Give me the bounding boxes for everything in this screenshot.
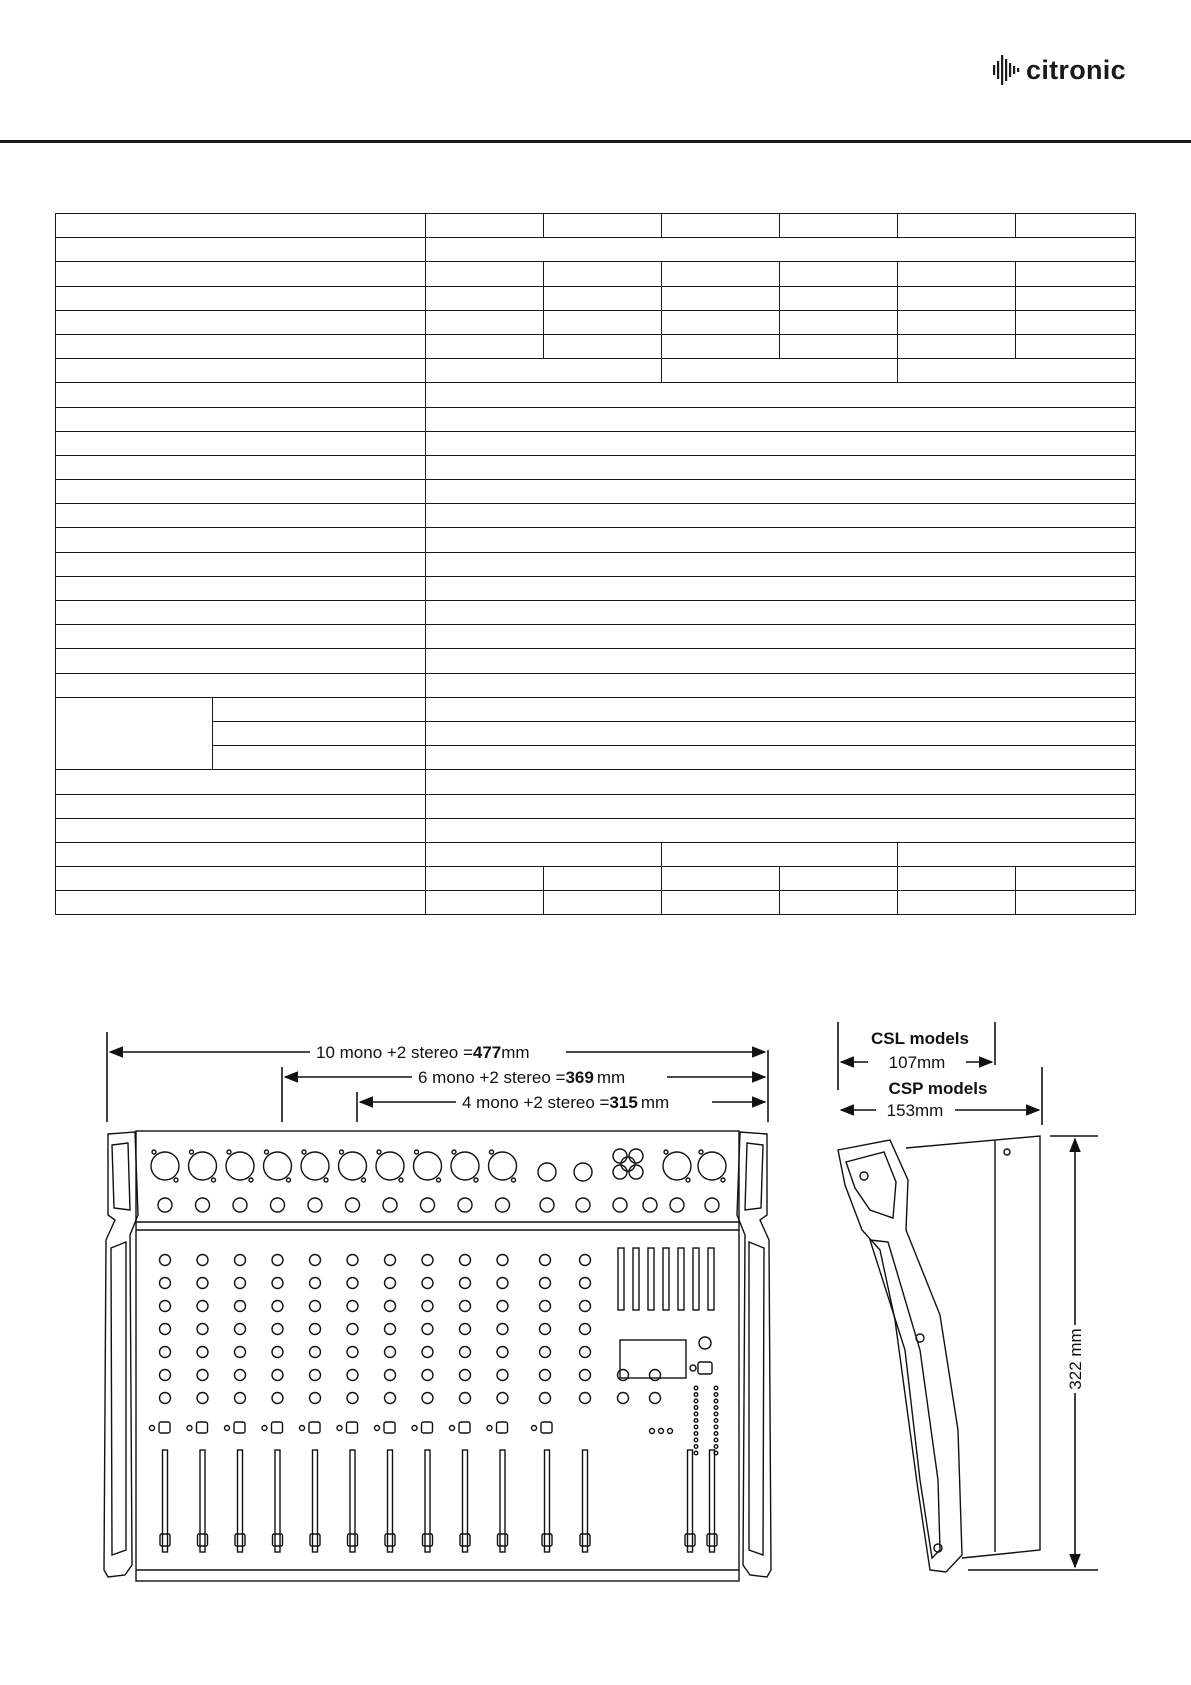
xlr-latch [490, 1150, 494, 1154]
csl-models-label: CSL models [871, 1029, 969, 1048]
control-knob [497, 1255, 508, 1266]
xlr-latch [474, 1178, 478, 1182]
master-fader-slot [693, 1248, 699, 1310]
control-knob [310, 1393, 321, 1404]
control-knob [272, 1301, 283, 1312]
table-row [56, 286, 1136, 310]
channel-fader-slot [388, 1450, 393, 1552]
fader-cap [310, 1534, 320, 1546]
xlr-latch [377, 1150, 381, 1154]
mute-button [234, 1422, 245, 1433]
fader-cap [460, 1534, 470, 1546]
width-label-10mono: 10 mono +2 stereo =477mm [316, 1043, 530, 1062]
control-knob [580, 1393, 591, 1404]
table-row [56, 601, 1136, 625]
line-input [196, 1198, 210, 1212]
spec-table [55, 213, 1136, 915]
width-label-4mono: 4 mono +2 stereo =315 mm [462, 1093, 670, 1112]
control-knob [460, 1347, 471, 1358]
table-row [56, 552, 1136, 576]
table-row [56, 721, 1136, 745]
level-meter-led [694, 1412, 698, 1416]
control-knob [460, 1393, 471, 1404]
control-knob [385, 1324, 396, 1335]
table-row [56, 431, 1136, 455]
control-knob [197, 1278, 208, 1289]
control-knob [385, 1370, 396, 1381]
control-knob [540, 1324, 551, 1335]
control-knob [540, 1278, 551, 1289]
table-row [56, 673, 1136, 697]
line-input [233, 1198, 247, 1212]
xlr-latch [699, 1150, 703, 1154]
table-row [56, 818, 1136, 842]
channel-fader-slot [163, 1450, 168, 1552]
aux-jack [613, 1165, 627, 1179]
peak-led [412, 1426, 417, 1431]
control-knob [422, 1393, 433, 1404]
control-knob [310, 1370, 321, 1381]
control-knob [160, 1370, 171, 1381]
dimension-drawings [0, 1010, 1191, 1685]
control-knob [580, 1278, 591, 1289]
control-knob [160, 1255, 171, 1266]
control-knob [310, 1255, 321, 1266]
channel-fader-slot [463, 1450, 468, 1552]
table-row [56, 407, 1136, 431]
channel-fader-slot [583, 1450, 588, 1552]
peak-led [375, 1426, 380, 1431]
control-knob [540, 1255, 551, 1266]
fader-cap [580, 1534, 590, 1546]
table-row [56, 770, 1136, 794]
level-meter-led [694, 1393, 698, 1397]
xlr-latch [362, 1178, 366, 1182]
control-knob [497, 1324, 508, 1335]
fader-cap [235, 1534, 245, 1546]
control-knob [272, 1370, 283, 1381]
brand-name: citronic [1026, 54, 1126, 85]
level-meter-led [714, 1386, 718, 1390]
control-knob [235, 1255, 246, 1266]
control-knob [347, 1324, 358, 1335]
table-row [56, 480, 1136, 504]
control-knob [197, 1324, 208, 1335]
xlr-input [698, 1152, 726, 1180]
mute-button [384, 1422, 395, 1433]
level-meter-led [694, 1386, 698, 1390]
level-meter-led [714, 1432, 718, 1436]
level-meter-led [714, 1425, 718, 1429]
control-knob [347, 1347, 358, 1358]
fader-cap [498, 1534, 508, 1546]
level-meter-led [694, 1432, 698, 1436]
control-knob [497, 1301, 508, 1312]
table-row [56, 867, 1136, 891]
xlr-input [663, 1152, 691, 1180]
peak-led [337, 1426, 342, 1431]
master-fader-slot [708, 1248, 714, 1310]
control-knob [160, 1347, 171, 1358]
control-knob [272, 1347, 283, 1358]
xlr-input [339, 1152, 367, 1180]
xlr-latch [249, 1178, 253, 1182]
mute-button [159, 1422, 170, 1433]
mixer-top-view [104, 1131, 771, 1581]
line-input [576, 1198, 590, 1212]
control-knob [497, 1278, 508, 1289]
fader-cap [707, 1534, 717, 1546]
control-knob [385, 1347, 396, 1358]
status-led [668, 1429, 673, 1434]
fader-cap [198, 1534, 208, 1546]
peak-led [225, 1426, 230, 1431]
xlr-input [301, 1152, 329, 1180]
xlr-latch [324, 1178, 328, 1182]
control-knob [347, 1255, 358, 1266]
table-row [56, 697, 1136, 721]
aux-jack [629, 1149, 643, 1163]
aux-jack [613, 1149, 627, 1163]
channel-fader-slot [350, 1450, 355, 1552]
xlr-latch [512, 1178, 516, 1182]
level-meter-led [714, 1412, 718, 1416]
control-knob [580, 1370, 591, 1381]
control-knob [235, 1393, 246, 1404]
control-knob [310, 1324, 321, 1335]
level-meter-led [694, 1451, 698, 1455]
master-fader-slot [663, 1248, 669, 1310]
fader-cap [160, 1534, 170, 1546]
aux-jack [629, 1165, 643, 1179]
xlr-latch [437, 1178, 441, 1182]
aux-jack [621, 1157, 635, 1171]
table-row [56, 649, 1136, 673]
control-knob [197, 1301, 208, 1312]
table-row [56, 359, 1136, 383]
csl-depth-label: 107mm [888, 1053, 946, 1072]
control-knob [580, 1301, 591, 1312]
table-row [56, 334, 1136, 358]
control-knob [422, 1301, 433, 1312]
control-knob [618, 1393, 629, 1404]
mode-button [698, 1362, 712, 1374]
master-fader-slot [678, 1248, 684, 1310]
control-knob [197, 1347, 208, 1358]
control-knob [347, 1370, 358, 1381]
mute-button [197, 1422, 208, 1433]
table-row [56, 794, 1136, 818]
channel-fader-slot [425, 1450, 430, 1552]
peak-led [262, 1426, 267, 1431]
mute-button [272, 1422, 283, 1433]
fader-cap [685, 1534, 695, 1546]
channel-fader-slot [200, 1450, 205, 1552]
line-input [308, 1198, 322, 1212]
peak-led [187, 1426, 192, 1431]
table-row [56, 455, 1136, 479]
peak-led [300, 1426, 305, 1431]
csp-models-label: CSP models [888, 1079, 988, 1098]
width-label-6mono: 6 mono +2 stereo =369 mm [418, 1068, 626, 1087]
control-knob [347, 1301, 358, 1312]
xlr-input [189, 1152, 217, 1180]
xlr-input [226, 1152, 254, 1180]
xlr-latch [415, 1150, 419, 1154]
channel-fader-slot [238, 1450, 243, 1552]
control-knob [540, 1301, 551, 1312]
line-input [670, 1198, 684, 1212]
xlr-latch [340, 1150, 344, 1154]
csp-depth-label: 153mm [886, 1101, 944, 1120]
peak-led [532, 1426, 537, 1431]
xlr-input [489, 1152, 517, 1180]
xlr-latch [265, 1150, 269, 1154]
header-rule [0, 140, 1191, 143]
channel-fader-slot [500, 1450, 505, 1552]
line-input [158, 1198, 172, 1212]
control-knob [272, 1255, 283, 1266]
control-knob [460, 1255, 471, 1266]
channel-fader-slot [275, 1450, 280, 1552]
line-input [613, 1198, 627, 1212]
jack-input [538, 1163, 556, 1181]
xlr-latch [399, 1178, 403, 1182]
channel-fader-slot [688, 1450, 693, 1552]
brand-logo [992, 52, 1126, 88]
status-led [650, 1429, 655, 1434]
line-input [643, 1198, 657, 1212]
control-knob [235, 1347, 246, 1358]
control-knob [460, 1278, 471, 1289]
status-led [659, 1429, 664, 1434]
fader-cap [273, 1534, 283, 1546]
line-input [540, 1198, 554, 1212]
control-knob [497, 1370, 508, 1381]
control-knob [235, 1301, 246, 1312]
xlr-latch [302, 1150, 306, 1154]
level-meter-led [714, 1419, 718, 1423]
level-meter-led [694, 1399, 698, 1403]
control-knob [385, 1278, 396, 1289]
table-row [56, 746, 1136, 770]
control-knob [160, 1324, 171, 1335]
jack-input [574, 1163, 592, 1181]
table-row [56, 576, 1136, 600]
master-fader-slot [633, 1248, 639, 1310]
control-knob [460, 1370, 471, 1381]
line-input [383, 1198, 397, 1212]
control-knob [272, 1278, 283, 1289]
fader-cap [348, 1534, 358, 1546]
level-meter-led [694, 1419, 698, 1423]
xlr-input [451, 1152, 479, 1180]
xlr-input [264, 1152, 292, 1180]
xlr-latch [190, 1150, 194, 1154]
control-knob [272, 1393, 283, 1404]
level-meter-led [694, 1425, 698, 1429]
table-row [56, 528, 1136, 552]
control-knob [580, 1347, 591, 1358]
xlr-latch [686, 1178, 690, 1182]
xlr-input [414, 1152, 442, 1180]
control-knob [160, 1278, 171, 1289]
channel-fader-slot [710, 1450, 715, 1552]
table-row [56, 262, 1136, 286]
line-input [458, 1198, 472, 1212]
level-meter-led [714, 1438, 718, 1442]
fader-cap [385, 1534, 395, 1546]
master-fader-slot [618, 1248, 624, 1310]
control-knob [460, 1301, 471, 1312]
xlr-input [376, 1152, 404, 1180]
display-panel [620, 1340, 686, 1378]
control-knob [580, 1324, 591, 1335]
control-knob [272, 1324, 283, 1335]
mute-button [459, 1422, 470, 1433]
xlr-latch [287, 1178, 291, 1182]
level-meter-led [714, 1393, 718, 1397]
control-knob [422, 1347, 433, 1358]
table-row [56, 891, 1136, 915]
control-knob [197, 1255, 208, 1266]
control-knob [310, 1301, 321, 1312]
control-knob [460, 1324, 471, 1335]
xlr-latch [152, 1150, 156, 1154]
side-view-dimensions [838, 1022, 1098, 1570]
level-meter-led [694, 1438, 698, 1442]
level-meter-led [694, 1406, 698, 1410]
table-row [56, 504, 1136, 528]
level-meter-led [714, 1445, 718, 1449]
led-indicator [690, 1365, 696, 1371]
fader-cap [423, 1534, 433, 1546]
mute-button [422, 1422, 433, 1433]
control-knob [540, 1393, 551, 1404]
control-knob [347, 1393, 358, 1404]
line-input [705, 1198, 719, 1212]
control-knob [422, 1324, 433, 1335]
xlr-latch [721, 1178, 725, 1182]
control-knob [235, 1278, 246, 1289]
level-meter-led [714, 1406, 718, 1410]
control-knob [310, 1278, 321, 1289]
line-input [496, 1198, 510, 1212]
channel-fader-slot [545, 1450, 550, 1552]
control-knob [422, 1255, 433, 1266]
mute-button [541, 1422, 552, 1433]
control-knob [385, 1301, 396, 1312]
table-row [56, 625, 1136, 649]
control-knob [235, 1370, 246, 1381]
control-knob [580, 1255, 591, 1266]
control-knob [197, 1393, 208, 1404]
control-knob [310, 1347, 321, 1358]
control-knob [497, 1393, 508, 1404]
table-row [56, 383, 1136, 407]
line-input [421, 1198, 435, 1212]
mute-button [497, 1422, 508, 1433]
control-knob [160, 1301, 171, 1312]
table-row [56, 310, 1136, 334]
control-knob [618, 1370, 629, 1381]
master-fader-slot [648, 1248, 654, 1310]
control-knob [385, 1255, 396, 1266]
xlr-latch [212, 1178, 216, 1182]
control-knob [235, 1324, 246, 1335]
peak-led [150, 1426, 155, 1431]
peak-led [450, 1426, 455, 1431]
control-knob [422, 1370, 433, 1381]
table-row [56, 842, 1136, 866]
height-label: 322 mm [1066, 1328, 1085, 1390]
control-knob [197, 1370, 208, 1381]
peak-led [487, 1426, 492, 1431]
control-knob [422, 1278, 433, 1289]
xlr-latch [452, 1150, 456, 1154]
channel-fader-slot [313, 1450, 318, 1552]
line-input [346, 1198, 360, 1212]
xlr-latch [227, 1150, 231, 1154]
xlr-latch [664, 1150, 668, 1154]
line-input [271, 1198, 285, 1212]
xlr-input [151, 1152, 179, 1180]
control-knob [160, 1393, 171, 1404]
control-knob [347, 1278, 358, 1289]
control-knob [540, 1347, 551, 1358]
level-meter-led [694, 1445, 698, 1449]
mute-button [309, 1422, 320, 1433]
control-knob [540, 1370, 551, 1381]
mixer-side-view [838, 1136, 1040, 1572]
table-row [56, 214, 1136, 238]
waveform-icon [992, 53, 1022, 87]
control-knob [650, 1393, 661, 1404]
fader-cap [542, 1534, 552, 1546]
control-knob [385, 1393, 396, 1404]
mute-button [347, 1422, 358, 1433]
xlr-latch [174, 1178, 178, 1182]
table-row [56, 238, 1136, 262]
control-knob [699, 1337, 711, 1349]
control-knob [650, 1370, 661, 1381]
level-meter-led [714, 1399, 718, 1403]
control-knob [497, 1347, 508, 1358]
